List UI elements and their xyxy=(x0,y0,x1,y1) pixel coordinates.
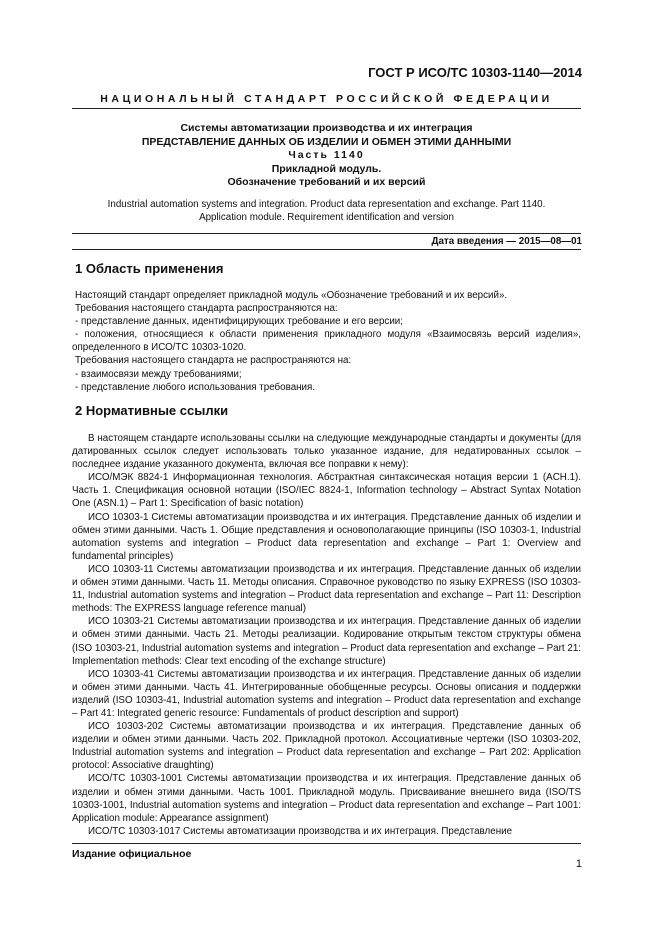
title-line-2: ПРЕДСТАВЛЕНИЕ ДАННЫХ ОБ ИЗДЕЛИИ И ОБМЕН ЭТИМИ ДАННЫМИ xyxy=(141,135,512,148)
paragraph: Требования настоящего стандарта не распространяются на: xyxy=(75,355,352,367)
section-1-heading: 1 Область применения xyxy=(75,261,224,276)
standard-number: ГОСТ Р ИСО/ТС 10303-1140—2014 xyxy=(368,65,582,80)
page-number: 1 xyxy=(575,858,582,870)
section-1-body xyxy=(72,289,581,394)
header-rule xyxy=(72,108,581,109)
title-line-1: Системы автоматизации производства и их интеграция xyxy=(180,122,473,134)
reference-item: ИСО 10303-11 Системы автоматизации производства и их интеграция. Представление данных об изделии и обмен этими данными. Часть 11. Методы описания. Справочное руководство по языку EXPRESS (ISO 10303-11, Industrial automation systems and integration – Product data representation and exchange – Part 11: Description methods: The EXPRESS language reference manual) xyxy=(72,563,581,615)
reference-item: ИСО 10303-1 Системы автоматизации производства и их интеграция. Представление данных об изделии и обмен этими данными. Часть 1. Общие представления и основополагающие принципы (ISO 10303-1, Industrial automation systems and integration – Product data representation and exchange – Part 1: Overview and fundamental principles) xyxy=(72,511,581,562)
section-2-heading: 2 Нормативные ссылки xyxy=(75,403,229,418)
title-rule xyxy=(72,233,581,234)
paragraph: В настоящем стандарте использованы ссылки на следующие международные стандарты и документы (для датированных ссылок следует использовать только указанное издание, для недатированных ссылок – последнее издание указанного документа, включая все поправки к нему): xyxy=(72,433,581,471)
title-line-4: Прикладной модуль. xyxy=(271,162,382,175)
paragraph: Требования настоящего стандарта распространяются на: xyxy=(75,303,338,315)
edition-label: Издание официальное xyxy=(72,848,192,860)
list-item: - представление данных, идентифицирующих требование и его версии; xyxy=(75,316,403,328)
paragraph: Настоящий стандарт определяет прикладной модуль «Обозначение требований и их версий». xyxy=(75,290,508,301)
national-standard-banner: НАЦИОНАЛЬНЫЙ СТАНДАРТ РОССИЙСКОЙ ФЕДЕРАЦИИ xyxy=(100,93,553,105)
list-item: - положения, относящиеся к области применения прикладного модуля «Взаимосвязь версий изделия», определенного в ИСО/ТС 10303-1020. xyxy=(72,329,581,354)
english-title-line-2: Application module. Requirement identification and version xyxy=(199,212,454,223)
reference-item: ИСО 10303-202 Системы автоматизации производства и их интеграция. Представление данных об изделии и обмен этими данными. Часть 202. Прикладной протокол. Ассоциативные чертежи (ISO 10303-202, Industrial automation systems and integration – Product data representation and exchange – Part 202: Application protocol: Associative draughting) xyxy=(72,721,581,772)
footer-rule xyxy=(72,843,581,844)
section-2-body xyxy=(72,432,581,838)
list-item: - взаимосвязи между требованиями; xyxy=(75,368,242,380)
english-title-line-1: Industrial automation systems and integration. Product data representation and exchange. Part 1140. xyxy=(107,199,546,210)
reference-item: ИСО/ТС 10303-1017 Системы автоматизации производства и их интеграция. Представление xyxy=(88,825,513,837)
document-title xyxy=(72,122,581,190)
english-title xyxy=(72,198,581,224)
list-item: - представление любого использования требования. xyxy=(75,381,316,393)
introduction-date: Дата введения — 2015—08—01 xyxy=(431,236,582,247)
title-line-5: Обозначение требований и их версий xyxy=(227,176,426,188)
title-part: Часть 1140 xyxy=(288,149,365,161)
reference-item: ИСО 10303-41 Системы автоматизации производства и их интеграция. Представление данных об изделии и обмен этими данными. Часть 41. Интегрированные обобщенные ресурсы. Основы описания и поддержки изделий (ISO 10303-41, Industrial automation systems and integration – Product data representation and exchange – Part 41: Integrated generic resource: Fundamentals of product description and support) xyxy=(72,668,581,719)
reference-item: ИСО/МЭК 8824-1 Информационная технология. Абстрактная синтаксическая нотация версии 1 (ACH.1). Часть 1. Спецификация основной нотации (ISO/IEC 8824-1, Information technology – Abstract Syntax Notation One (ASN.1) – Part 1: Specification of basic notation) xyxy=(72,472,581,510)
date-rule xyxy=(72,249,581,250)
reference-item: ИСО/ТС 10303-1001 Системы автоматизации производства и их интеграция. Представление данных об изделии и обмен этими данными. Часть 1001. Прикладной модуль. Присваивание внешнего вида (ISO/TS 10303-1001, Industrial automation systems and integration – Product data representation and exchange – Part 1001: Application module: Appearance assignment) xyxy=(72,773,581,824)
reference-item: ИСО 10303-21 Системы автоматизации производства и их интеграция. Представление данных об изделии и обмен этими данными. Часть 21. Методы реализации. Кодирование открытым текстом структуры обмена (ISO 10303-21, Industrial automation systems and integration – Product data representation and exchange – Part 21: Implementation methods: Clear text encoding of the exchange structure) xyxy=(72,616,581,667)
